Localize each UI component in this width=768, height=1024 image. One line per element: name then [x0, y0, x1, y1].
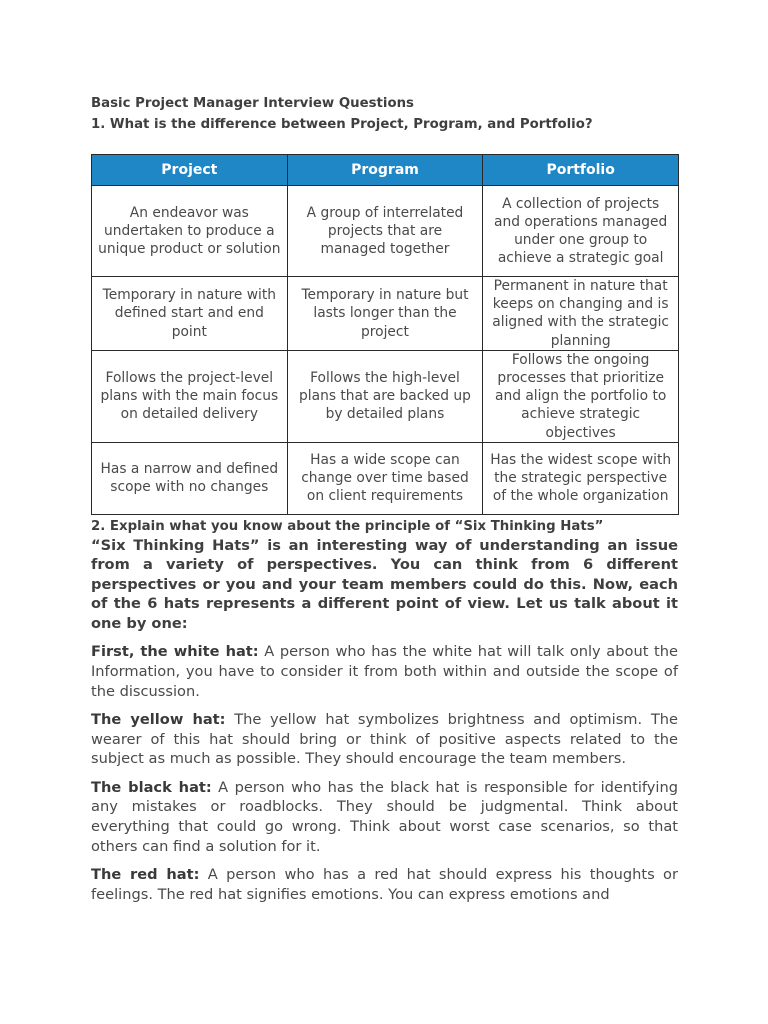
black-hat-lead: The black hat: [91, 778, 212, 796]
white-hat-paragraph [91, 642, 678, 701]
table-cell: Follows the project-level plans with the main focus on detailed delivery [92, 350, 288, 442]
black-hat-paragraph [91, 778, 678, 856]
header-program: Program [287, 155, 483, 186]
table-row [92, 442, 679, 514]
question-1-heading: 1. What is the difference between Project, Program, and Portfolio? [91, 117, 593, 132]
comparison-table [91, 154, 679, 515]
table-cell: Has the widest scope with the strategic perspective of the whole organization [483, 442, 679, 514]
white-hat-text: A person who has the white hat will talk only about the Information, you have to consider it from both within and outside the scope of the discussion. [91, 643, 678, 700]
table-cell: An endeavor was undertaken to produce a unique product or solution [92, 186, 288, 277]
white-hat-lead: First, the white hat: [91, 643, 259, 661]
question-2-heading: 2. Explain what you know about the principle of “Six Thinking Hats” [91, 518, 604, 534]
six-hats-intro: “Six Thinking Hats” is an interesting way of understanding an issue from a variety of perspectives. You can think from 6 different perspectives or you and your team members could do this. Now, each of the 6 hats represents a different point of view. Let us talk about it one by one: [91, 536, 678, 632]
black-hat-text: A person who has the black hat is responsible for identifying any mistakes or roadblocks. They should be judgmental. Think about everything that could go wrong. Think about worst case scenarios, so that others can find a solution for it. [91, 778, 678, 855]
red-hat-text: A person who has a red hat should express his thoughts or feelings. The red hat signifies emotions. You can express emotions and [91, 866, 678, 903]
red-hat-lead: The red hat: [91, 866, 200, 884]
table-cell: Permanent in nature that keeps on changing and is aligned with the strategic planning [483, 277, 679, 351]
header-portfolio: Portfolio [483, 155, 679, 186]
table-header-row [92, 155, 679, 186]
table-cell: Follows the high-level plans that are backed up by detailed plans [287, 350, 483, 442]
table-row [92, 186, 679, 277]
yellow-hat-paragraph [91, 710, 678, 769]
table-cell: Has a wide scope can change over time based on client requirements [287, 442, 483, 514]
table-cell: Follows the ongoing processes that prioritize and align the portfolio to achieve strategic objectives [483, 350, 679, 442]
table-cell: Has a narrow and defined scope with no changes [92, 442, 288, 514]
document-page [91, 94, 678, 913]
header-project: Project [92, 155, 288, 186]
table-cell: A group of interrelated projects that are managed together [287, 186, 483, 277]
document-title: Basic Project Manager Interview Questions [91, 96, 414, 111]
table-cell: Temporary in nature but lasts longer than the project [287, 277, 483, 351]
table-row [92, 277, 679, 351]
yellow-hat-lead: The yellow hat: [91, 711, 226, 729]
table-row [92, 350, 679, 442]
yellow-hat-text: The yellow hat symbolizes brightness and optimism. The wearer of this hat should bring or think of positive aspects related to the subject as much as possible. They should encourage the team members. [91, 711, 678, 768]
red-hat-paragraph [91, 865, 678, 904]
table-cell: A collection of projects and operations managed under one group to achieve a strategic goal [483, 186, 679, 277]
table-cell: Temporary in nature with defined start and end point [92, 277, 288, 351]
